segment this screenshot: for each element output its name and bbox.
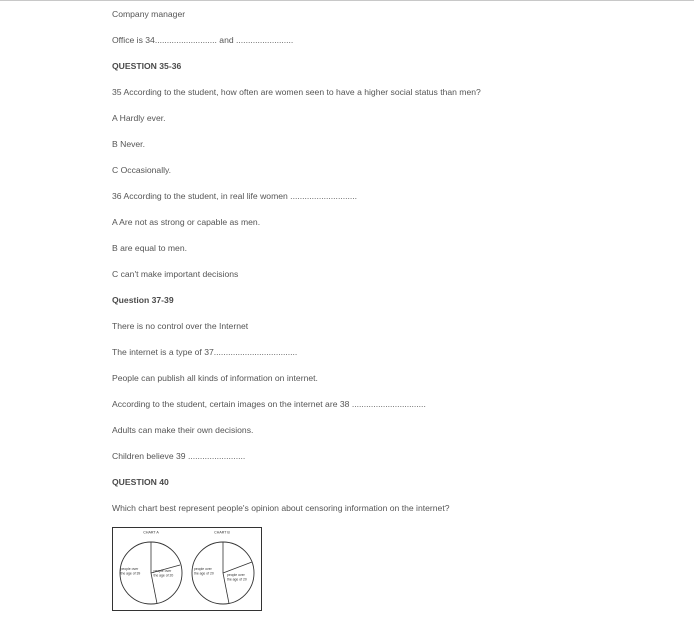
chart-a-left-label: the age of 39 — [120, 571, 141, 576]
pie-charts-figure — [112, 527, 262, 611]
answer-option: B Never. — [112, 139, 145, 149]
answer-option: C Occasionally. — [112, 165, 172, 175]
answer-option: C can't make important decisions — [112, 269, 239, 279]
question-text: 35 According to the student, how often are women seen to have a higher social status than men? — [112, 87, 481, 97]
answer-option: B are equal to men. — [112, 243, 188, 253]
question-text: Which chart best represent people's opinion about censoring information on the internet? — [112, 503, 450, 513]
text-line: The internet is a type of 37................................... — [112, 347, 298, 357]
chart-b-left-label: the age of 20 — [194, 571, 214, 576]
chart-b-right-label: people over — [227, 573, 245, 577]
chart-b-title: CHART B — [214, 530, 230, 535]
pie-charts-svg — [112, 527, 262, 611]
top-divider — [0, 0, 694, 1]
text-line: There is no control over the Internet — [112, 321, 249, 331]
text-line: Office is 34.......................... and ........................ — [112, 35, 294, 45]
chart-a-right-label: people over — [153, 569, 172, 573]
document-body — [112, 8, 672, 528]
chart-a-left-label: people over — [120, 567, 139, 571]
question-text: 36 According to the student, in real life women ............................ — [112, 191, 358, 201]
chart-a-right-label: the age of 20 — [153, 573, 174, 578]
text-line: Adults can make their own decisions. — [112, 425, 254, 435]
answer-option: A Are not as strong or capable as men. — [112, 217, 261, 227]
text-line: Children believe 39 ........................ — [112, 451, 246, 461]
section-heading: QUESTION 35-36 — [112, 61, 182, 71]
text-line: Company manager — [112, 9, 186, 19]
chart-a-title: CHART A — [143, 530, 159, 535]
section-heading: Question 37-39 — [112, 295, 174, 305]
answer-option: A Hardly ever. — [112, 113, 166, 123]
chart-b-right-label: the age of 20 — [227, 577, 247, 582]
chart-b-left-label: people over — [194, 567, 212, 571]
section-heading: QUESTION 40 — [112, 477, 169, 487]
text-line: People can publish all kinds of information on internet. — [112, 373, 318, 383]
text-line: According to the student, certain images on the internet are 38 ............................... — [112, 399, 426, 409]
